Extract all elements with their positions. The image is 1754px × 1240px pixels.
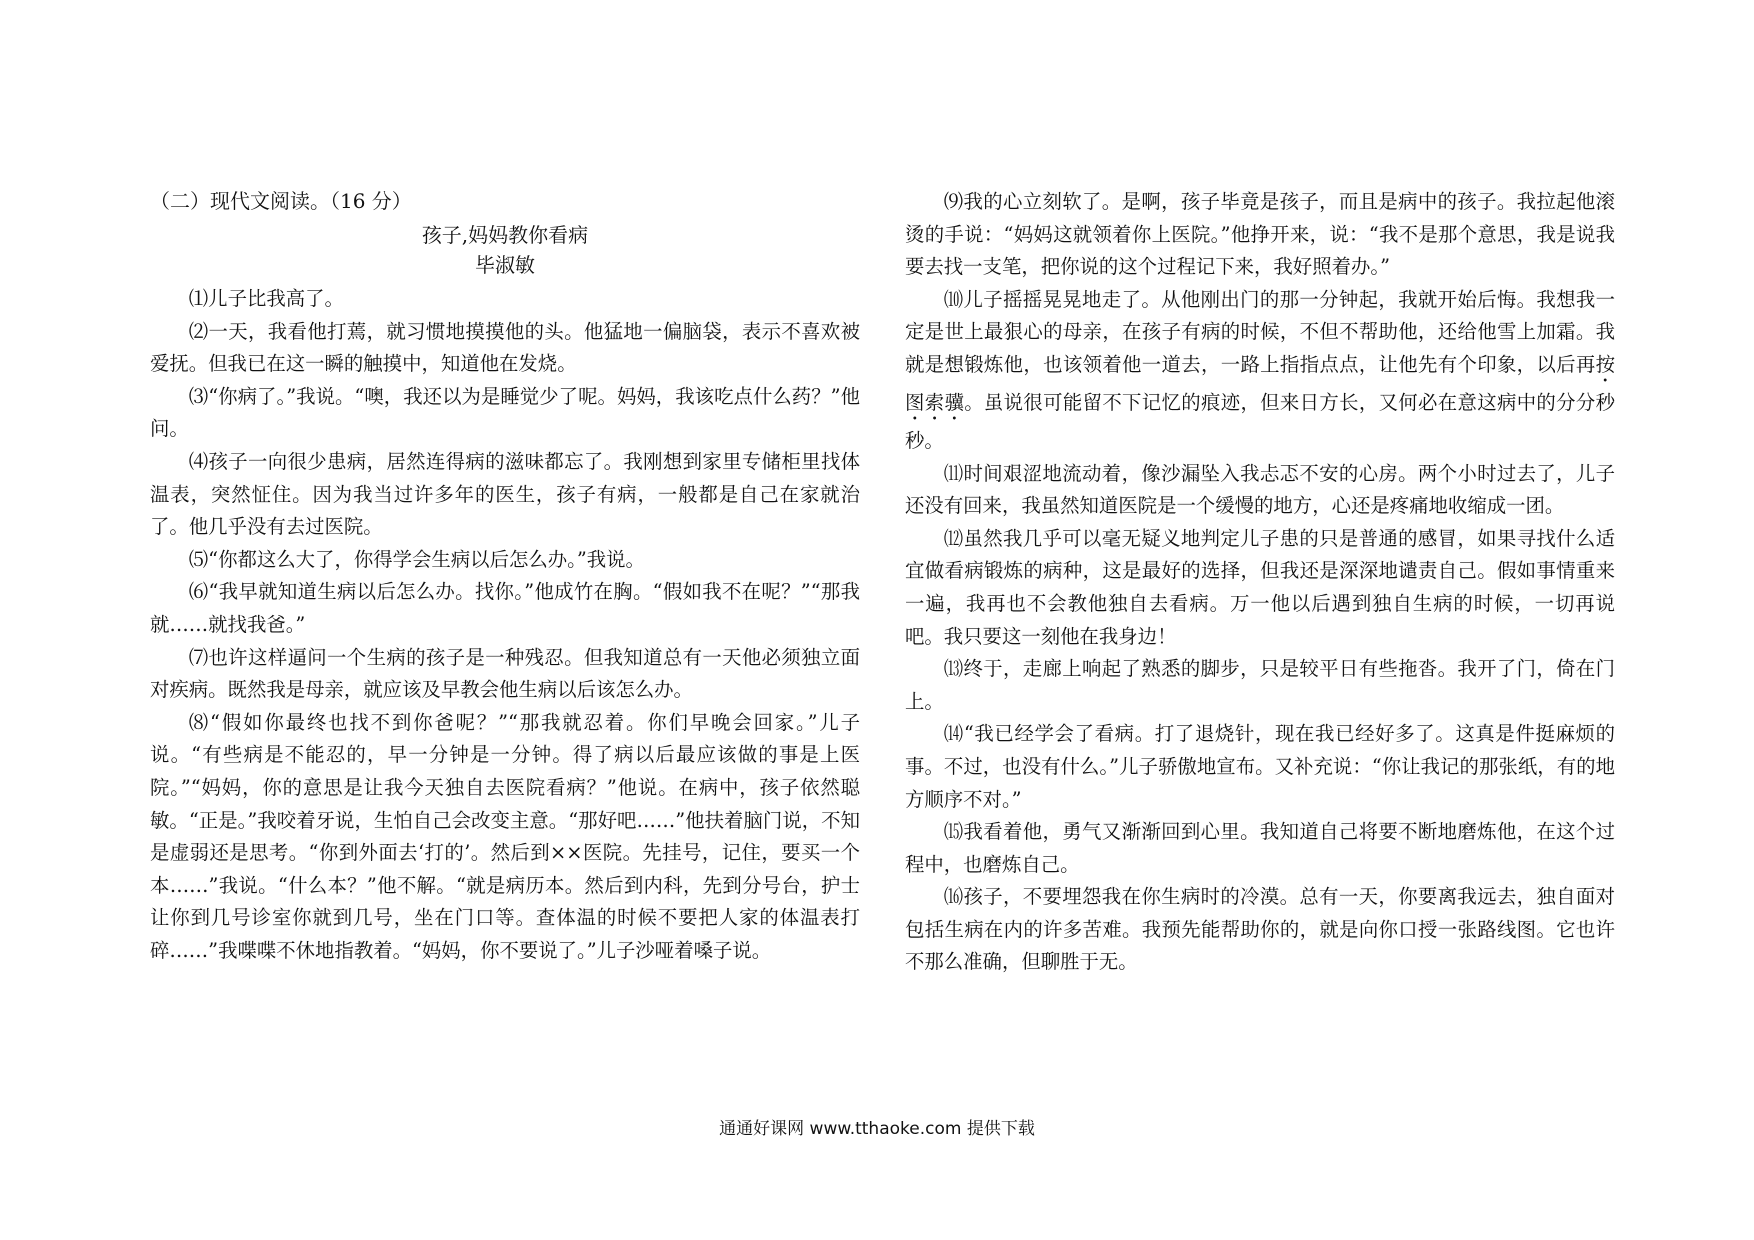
left-column	[150, 186, 860, 967]
paragraph-6: ⑹“我早就知道生病以后怎么办。找你。”他成竹在胸。“假如我不在呢？”“那我就……就找我爸。”	[150, 580, 860, 636]
paragraph-8: ⑻“假如你最终也找不到你爸呢？”“那我就忍着。你们早晚会回家。”儿子说。“有些病是不能忍的，早一分钟是一分钟。得了病以后最应该做的事是上医院。”“妈妈，你的意思是让我今天独自去医院看病？”他说。在病中，孩子依然聪敏。“正是。”我咬着牙说，生怕自己会改变主意。“那好吧……”他扶着脑门说，不知是虚弱还是思考。“你到外面去‘打的’。然后到××医院。先挂号，记住，要买一个本……”我说。“什么本？”他不解。“就是病历本。然后到内科，先到分号台，护士让你到几号诊室你就到几号，坐在门口等。查体温的时候不要把人家的体温表打碎……”我喋喋不休地指教着。“妈妈，你不要说了。”儿子沙哑着嗓子说。	[150, 710, 860, 962]
paragraph-13: ⒀终于，走廊上响起了熟悉的脚步，只是较平日有些拖沓。我开了门，倚在门上。	[905, 657, 1615, 713]
paragraph-4: ⑷孩子一向很少患病，居然连得病的滋味都忘了。我刚想到家里专储柜里找体温表，突然怔住。因为我当过许多年的医生，孩子有病，一般都是自己在家就治了。他几乎没有去过医院。	[150, 449, 860, 539]
paragraph-5: ⑸“你都这么大了，你得学会生病以后怎么办。”我说。	[188, 547, 645, 571]
article-author: 毕淑敏	[475, 253, 535, 277]
paragraph-15: ⒂我看着他，勇气又渐渐回到心里。我知道自己将要不断地磨炼他，在这个过程中，也磨炼自己。	[905, 820, 1615, 876]
footer-credit: 通通好课网 www.tthaoke.com 提供下载	[719, 1119, 1035, 1139]
paragraph-16: ⒃孩子，不要埋怨我在你生病时的冷漠。总有一天，你要离我远去，独自面对包括生病在内的许多苦难。我预先能帮助你的，就是向你口授一张路线图。它也许不那么准确，但聊胜于无。	[905, 885, 1615, 974]
article-title: 孩子,妈妈教你看病	[421, 223, 589, 247]
paragraph-10-text-after: 。虽说很可能留不下记忆的痕迹，但来日方长，又何必在意这病中的分分秒秒。	[905, 390, 1616, 452]
paragraph-9: ⑼我的心立刻软了。是啊，孩子毕竟是孩子，而且是病中的孩子。我拉起他滚烫的手说：“妈妈这就领着你上医院。”他挣开来，说：“我不是那个意思，我是说我要去找一支笔，把你说的这个过程记下来，我好照着办。”	[905, 190, 1615, 279]
paragraph-12: ⑿虽然我几乎可以毫无疑义地判定儿子患的只是普通的感冒，如果寻找什么适宜做看病锻炼的病种，这是最好的选择，但我还是深深地谴责自己。假如事情重来一遍，我再也不会教他独自去看病。万一他以后遇到独自生病的时候，一切再说吧。我只要这一刻他在我身边！	[905, 526, 1615, 648]
paragraph-2: ⑵一天，我看他打蔫，就习惯地摸摸他的头。他猛地一偏脑袋，表示不喜欢被爱抚。但我已在这一瞬的触摸中，知道他在发烧。	[150, 319, 860, 376]
paragraph-3: ⑶“你病了。”我说。“噢，我还以为是睡觉少了呢。妈妈，我该吃点什么药？”他问。	[150, 384, 860, 441]
paragraph-7: ⑺也许这样逼问一个生病的孩子是一种残忍。但我知道总有一天他必须独立面对疾病。既然我是母亲，就应该及早教会他生病以后该怎么办。	[150, 645, 860, 702]
paragraph-1: ⑴儿子比我高了。	[188, 287, 344, 310]
right-column	[905, 186, 1615, 979]
paragraph-14: ⒁“我已经学会了看病。打了退烧针，现在我已经好多了。这真是件挺麻烦的事。不过，也没有什么。”儿子骄傲地宣布。又补充说：“你让我记的那张纸，有的地方顺序不对。”	[905, 722, 1615, 811]
emphasis-idiom: 按图索骥	[905, 352, 1615, 414]
section-heading: （二）现代文阅读。（16 分）	[150, 189, 412, 213]
paragraph-10	[905, 284, 1615, 458]
paragraph-10-text-before: ⑽儿子摇摇晃晃地走了。从他刚出门的那一分钟起，我就开始后悔。我想我一定是世上最狠心的母亲，在孩子有病的时候，不但不帮助他，还给他雪上加霜。我就是想锻炼他，也该领着他一道去，一路上指指点点，让他先有个印象，以后再	[905, 287, 1615, 376]
paragraph-11: ⑾时间艰涩地流动着，像沙漏坠入我忐忑不安的心房。两个小时过去了，儿子还没有回来，我虽然知道医院是一个缓慢的地方，心还是疼痛地收缩成一团。	[905, 461, 1615, 518]
